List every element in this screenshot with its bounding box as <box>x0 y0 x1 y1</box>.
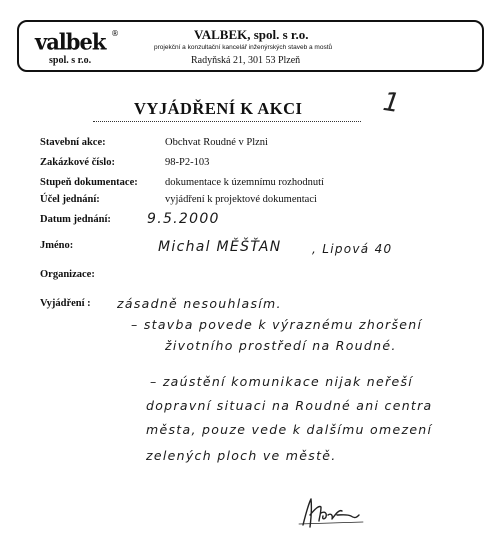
handwritten-address: , Lipová 40 <box>312 242 393 256</box>
statement-line: životního prostředí na Roudné. <box>165 338 397 353</box>
registered-mark: ® <box>111 29 119 38</box>
statement-line: – zaústění komunikace nijak neřeší <box>150 374 414 389</box>
company-logo <box>27 26 123 70</box>
company-description: projekční a konzultační kancelář inženýrských staveb a mostů <box>154 44 333 51</box>
field-value-purpose: vyjádření k projektové dokumentaci <box>165 194 317 205</box>
company-address: Radyňská 21, 301 53 Plzeň <box>191 55 301 66</box>
handwritten-date: 9.5.2000 <box>147 211 220 227</box>
handwritten-signature <box>297 495 365 531</box>
letterhead <box>17 20 484 72</box>
title-underline <box>93 121 361 123</box>
handwritten-name: Michal MĚŠŤAN <box>158 239 282 255</box>
statement-line: dopravní situaci na Roudné ani centra <box>146 398 433 413</box>
document-title: VYJÁDŘENÍ K AKCI <box>134 99 303 118</box>
field-label-doc-stage: Stupeň dokumentace: <box>40 177 138 188</box>
field-label-name: Jméno: <box>40 240 74 251</box>
statement-line: města, pouze vede k dalšímu omezení <box>146 422 433 437</box>
field-label-construction: Stavební akce: <box>40 137 106 148</box>
handwritten-page-number: 1 <box>380 86 402 120</box>
company-name: VALBEK, spol. s r.o. <box>194 27 309 42</box>
field-label-statement: Vyjádření : <box>40 298 91 309</box>
statement-line: – stavba povede k výraznému zhoršení <box>131 317 423 332</box>
field-label-date: Datum jednání: <box>40 214 111 225</box>
statement-line: zelených ploch ve městě. <box>146 448 337 463</box>
field-label-organization: Organizace: <box>40 269 95 280</box>
field-value-doc-stage: dokumentace k územnímu rozhodnutí <box>165 177 324 188</box>
logo-word: valbek <box>35 28 106 55</box>
statement-line: zásadně nesouhlasím. <box>117 296 282 311</box>
field-value-construction: Obchvat Roudné v Plzni <box>165 137 268 148</box>
logo-subtitle: spol. s r.o. <box>49 55 92 66</box>
field-label-order-number: Zakázkové číslo: <box>40 157 115 168</box>
field-label-purpose: Účel jednání: <box>40 194 100 205</box>
field-value-order-number: 98-P2-103 <box>165 157 210 168</box>
